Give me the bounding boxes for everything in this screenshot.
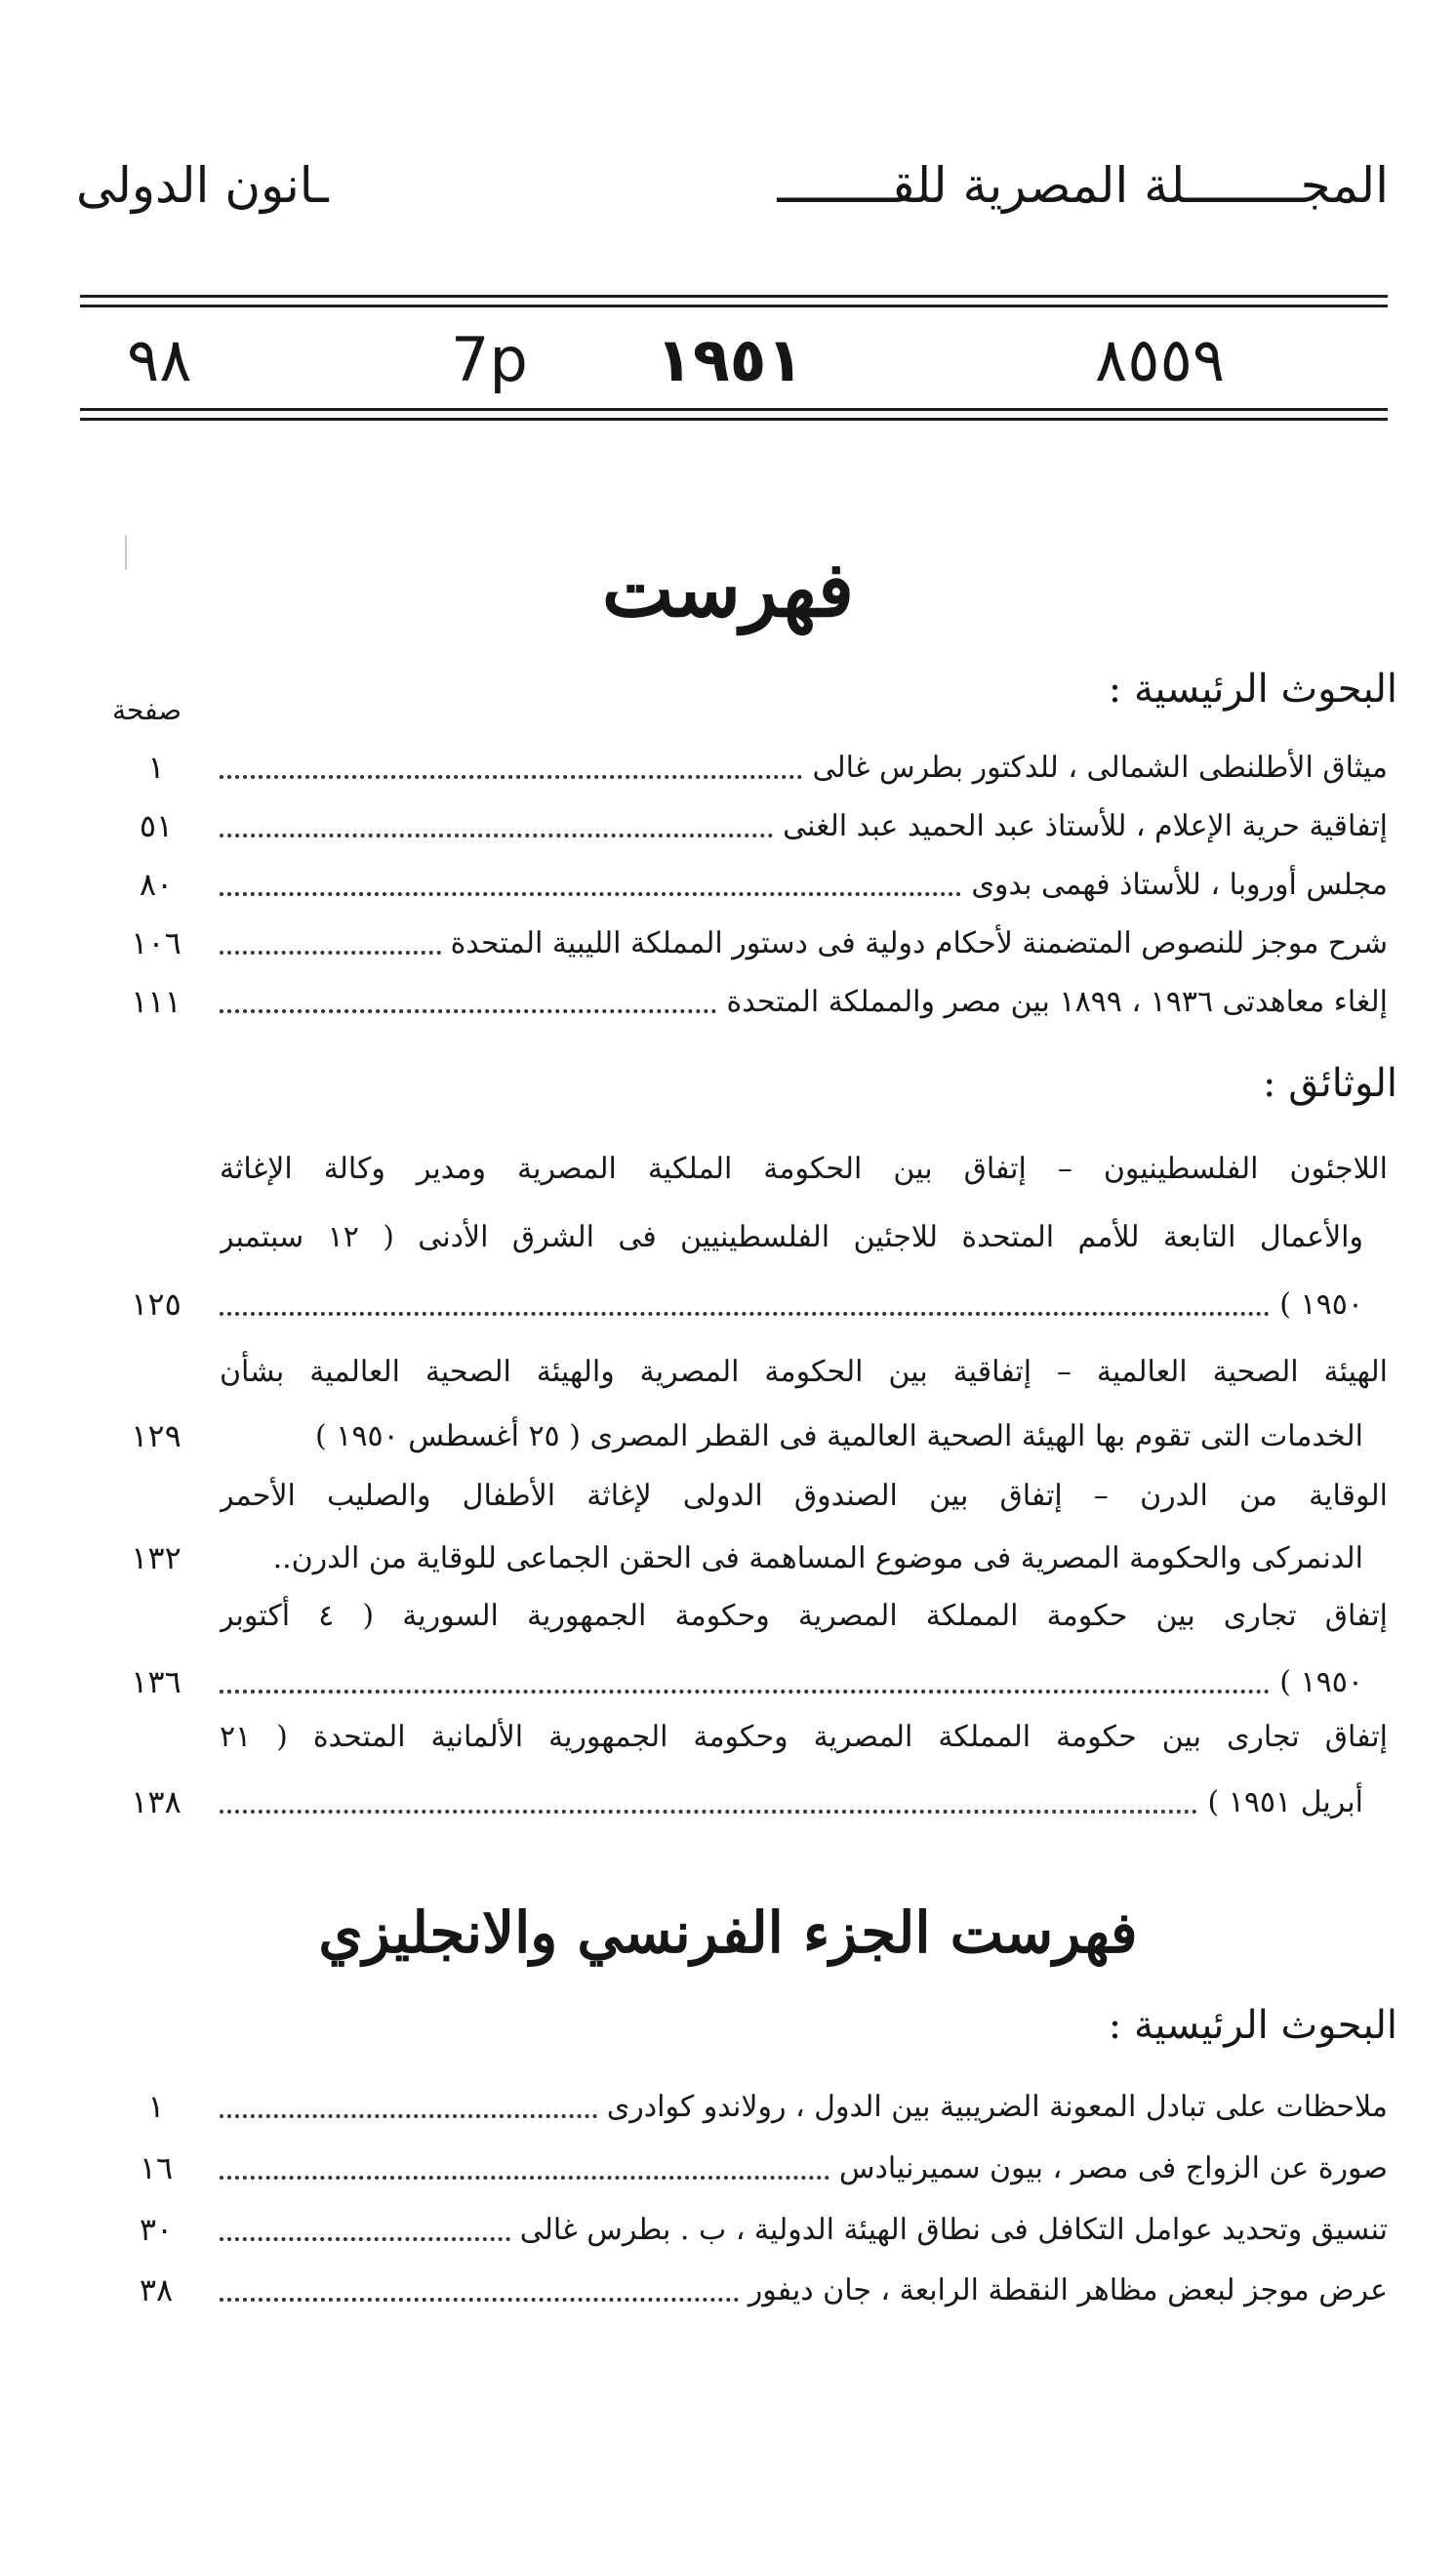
page-number: ١٣٦ <box>131 1663 182 1700</box>
documents-heading: الوثائق : <box>1263 1061 1397 1106</box>
document-title-line: الهيئة الصحية العالمية – إتفاقية بين الحكومة المصرية والهيئة الصحية العالمية بشأن <box>220 1355 1388 1389</box>
journal-title-left: ـانون الدولى <box>76 157 329 214</box>
entry-title: تنسيق وتحديد عوامل التكافل فى نطاق الهيئة الدولية ، ب . بطرس غالى <box>519 2212 1388 2247</box>
page-number: ١٣٢ <box>131 1539 182 1576</box>
page-number: ١٣٨ <box>131 1783 182 1820</box>
call-number-part: ١٩٥١ <box>656 324 804 395</box>
page-title: فهرست <box>601 546 855 634</box>
toc-entry[interactable] <box>107 1277 1388 1331</box>
entry-title: أبريل ١٩٥١ ) <box>1207 1784 1363 1819</box>
entry-title: إلغاء معاهدتى ١٩٣٦ ، ١٨٩٩ بين مصر والمملكة المتحدة <box>726 984 1388 1019</box>
document-title-line: الوقاية من الدرن – إتفاق بين الصندوق الدولى لإغاثة الأطفال والصليب الأحمر <box>220 1479 1388 1513</box>
page-number: ١٢٥ <box>131 1286 182 1323</box>
toc-entry[interactable] <box>107 1531 1388 1585</box>
entry-title: صورة عن الزواج فى مصر ، بيون سميرنيادس <box>838 2150 1388 2185</box>
entry-title: إتفاقية حرية الإعلام ، للأستاذ عبد الحميد عبد الغنى <box>783 808 1388 843</box>
toc-entry[interactable] <box>107 1654 1388 1709</box>
call-number-part: 7p <box>451 324 528 395</box>
toc-entry[interactable] <box>107 857 1388 912</box>
page-number: ١ <box>147 749 165 786</box>
toc-entry[interactable] <box>107 2263 1388 2317</box>
header-rule <box>80 418 1388 421</box>
entry-title: عرض موجز لبعض مظاهر النقطة الرابعة ، جان ديفور <box>748 2272 1388 2307</box>
dot-leader <box>220 775 802 779</box>
dot-leader <box>220 1810 1197 1814</box>
entry-title: شرح موجز للنصوص المتضمنة لأحكام دولية فى دستور المملكة الليبية المتحدة <box>450 925 1388 960</box>
handwritten-call-number <box>80 317 1388 403</box>
toc-entry[interactable] <box>107 740 1388 795</box>
dot-leader <box>220 892 961 896</box>
journal-title-right: المجــــــــلة المصرية للقــــــــ <box>777 157 1389 214</box>
header-rule <box>80 295 1388 298</box>
dot-leader <box>220 2237 510 2241</box>
toc-entry[interactable] <box>107 974 1388 1029</box>
page-number: ١٢٩ <box>131 1417 182 1454</box>
entry-title: مجلس أوروبا ، للأستاذ فهمى بدوى <box>971 867 1388 902</box>
document-title-line: والأعمال التابعة للأمم المتحدة للاجئين الفلسطينيين فى الشرق الأدنى ( ١٢ سبتمبر <box>220 1220 1363 1254</box>
header-rule <box>80 305 1388 307</box>
document-title-line: إتفاق تجارى بين حكومة المملكة المصرية وحكومة الجمهورية الألمانية المتحدة ( ٢١ <box>220 1720 1388 1754</box>
dot-leader <box>220 2176 829 2180</box>
document-title-line: اللاجئون الفلسطينيون – إتفاق بين الحكومة الملكية المصرية ومدير وكالة الإغاثة <box>220 1152 1388 1186</box>
entry-title: ميثاق الأطلنطى الشمالى ، للدكتور بطرس غالى <box>812 750 1388 785</box>
toc-entry[interactable] <box>107 916 1388 970</box>
dot-leader <box>220 1009 716 1013</box>
main-studies-heading: البحوث الرئيسية : <box>1108 667 1397 712</box>
foreign-part-title: فهرست الجزء الفرنسي والانجليزي <box>318 1899 1138 1966</box>
dot-leader <box>220 834 773 837</box>
page-number: ١١١ <box>131 983 182 1020</box>
entry-title: ١٩٥٠ ) <box>1279 1286 1363 1322</box>
page-number: ٥١ <box>139 807 174 844</box>
page-number: ٣٠ <box>139 2211 174 2248</box>
page-number: ١ <box>147 2088 165 2125</box>
entry-title: الخدمات التى تقوم بها الهيئة الصحية العالمية فى القطر المصرى ( ٢٥ أغسطس ١٩٥٠ ) <box>315 1418 1363 1453</box>
call-number-part: ٨٥٥٩ <box>1095 324 1226 395</box>
dot-leader <box>220 1312 1270 1316</box>
header-rule <box>80 408 1388 411</box>
entry-title: ملاحظات على تبادل المعونة الضريبية بين الدول ، رولاندو كوادرى <box>606 2089 1388 2124</box>
page-number: ٣٨ <box>139 2271 174 2308</box>
toc-entry[interactable] <box>107 1408 1388 1463</box>
journal-title <box>76 146 1389 225</box>
dot-leader <box>220 951 441 955</box>
entry-title: ١٩٥٠ ) <box>1279 1664 1363 1699</box>
page-number: ٨٠ <box>139 866 174 903</box>
dot-leader <box>220 2114 597 2118</box>
page-column-label: صفحة <box>112 694 182 726</box>
document-title-line: إتفاق تجارى بين حكومة المملكة المصرية وحكومة الجمهورية السورية ( ٤ أكتوبر <box>220 1599 1388 1633</box>
toc-entry[interactable] <box>107 2202 1388 2257</box>
toc-entry[interactable] <box>107 2141 1388 2195</box>
page-number: ١٦ <box>139 2149 174 2186</box>
call-number-part: ٩٨ <box>127 324 192 395</box>
page-number: ١٠٦ <box>131 924 182 961</box>
dot-leader <box>220 1690 1270 1694</box>
foreign-studies-heading: البحوث الرئيسية : <box>1108 2003 1397 2048</box>
toc-entry[interactable] <box>107 798 1388 853</box>
dot-leader <box>220 2298 739 2302</box>
toc-entry[interactable] <box>107 1775 1388 1829</box>
toc-entry[interactable] <box>107 2079 1388 2134</box>
entry-title: الدنمركى والحكومة المصرية فى موضوع المساهمة فى الحقن الجماعى للوقاية من الدرن.. <box>272 1540 1363 1575</box>
